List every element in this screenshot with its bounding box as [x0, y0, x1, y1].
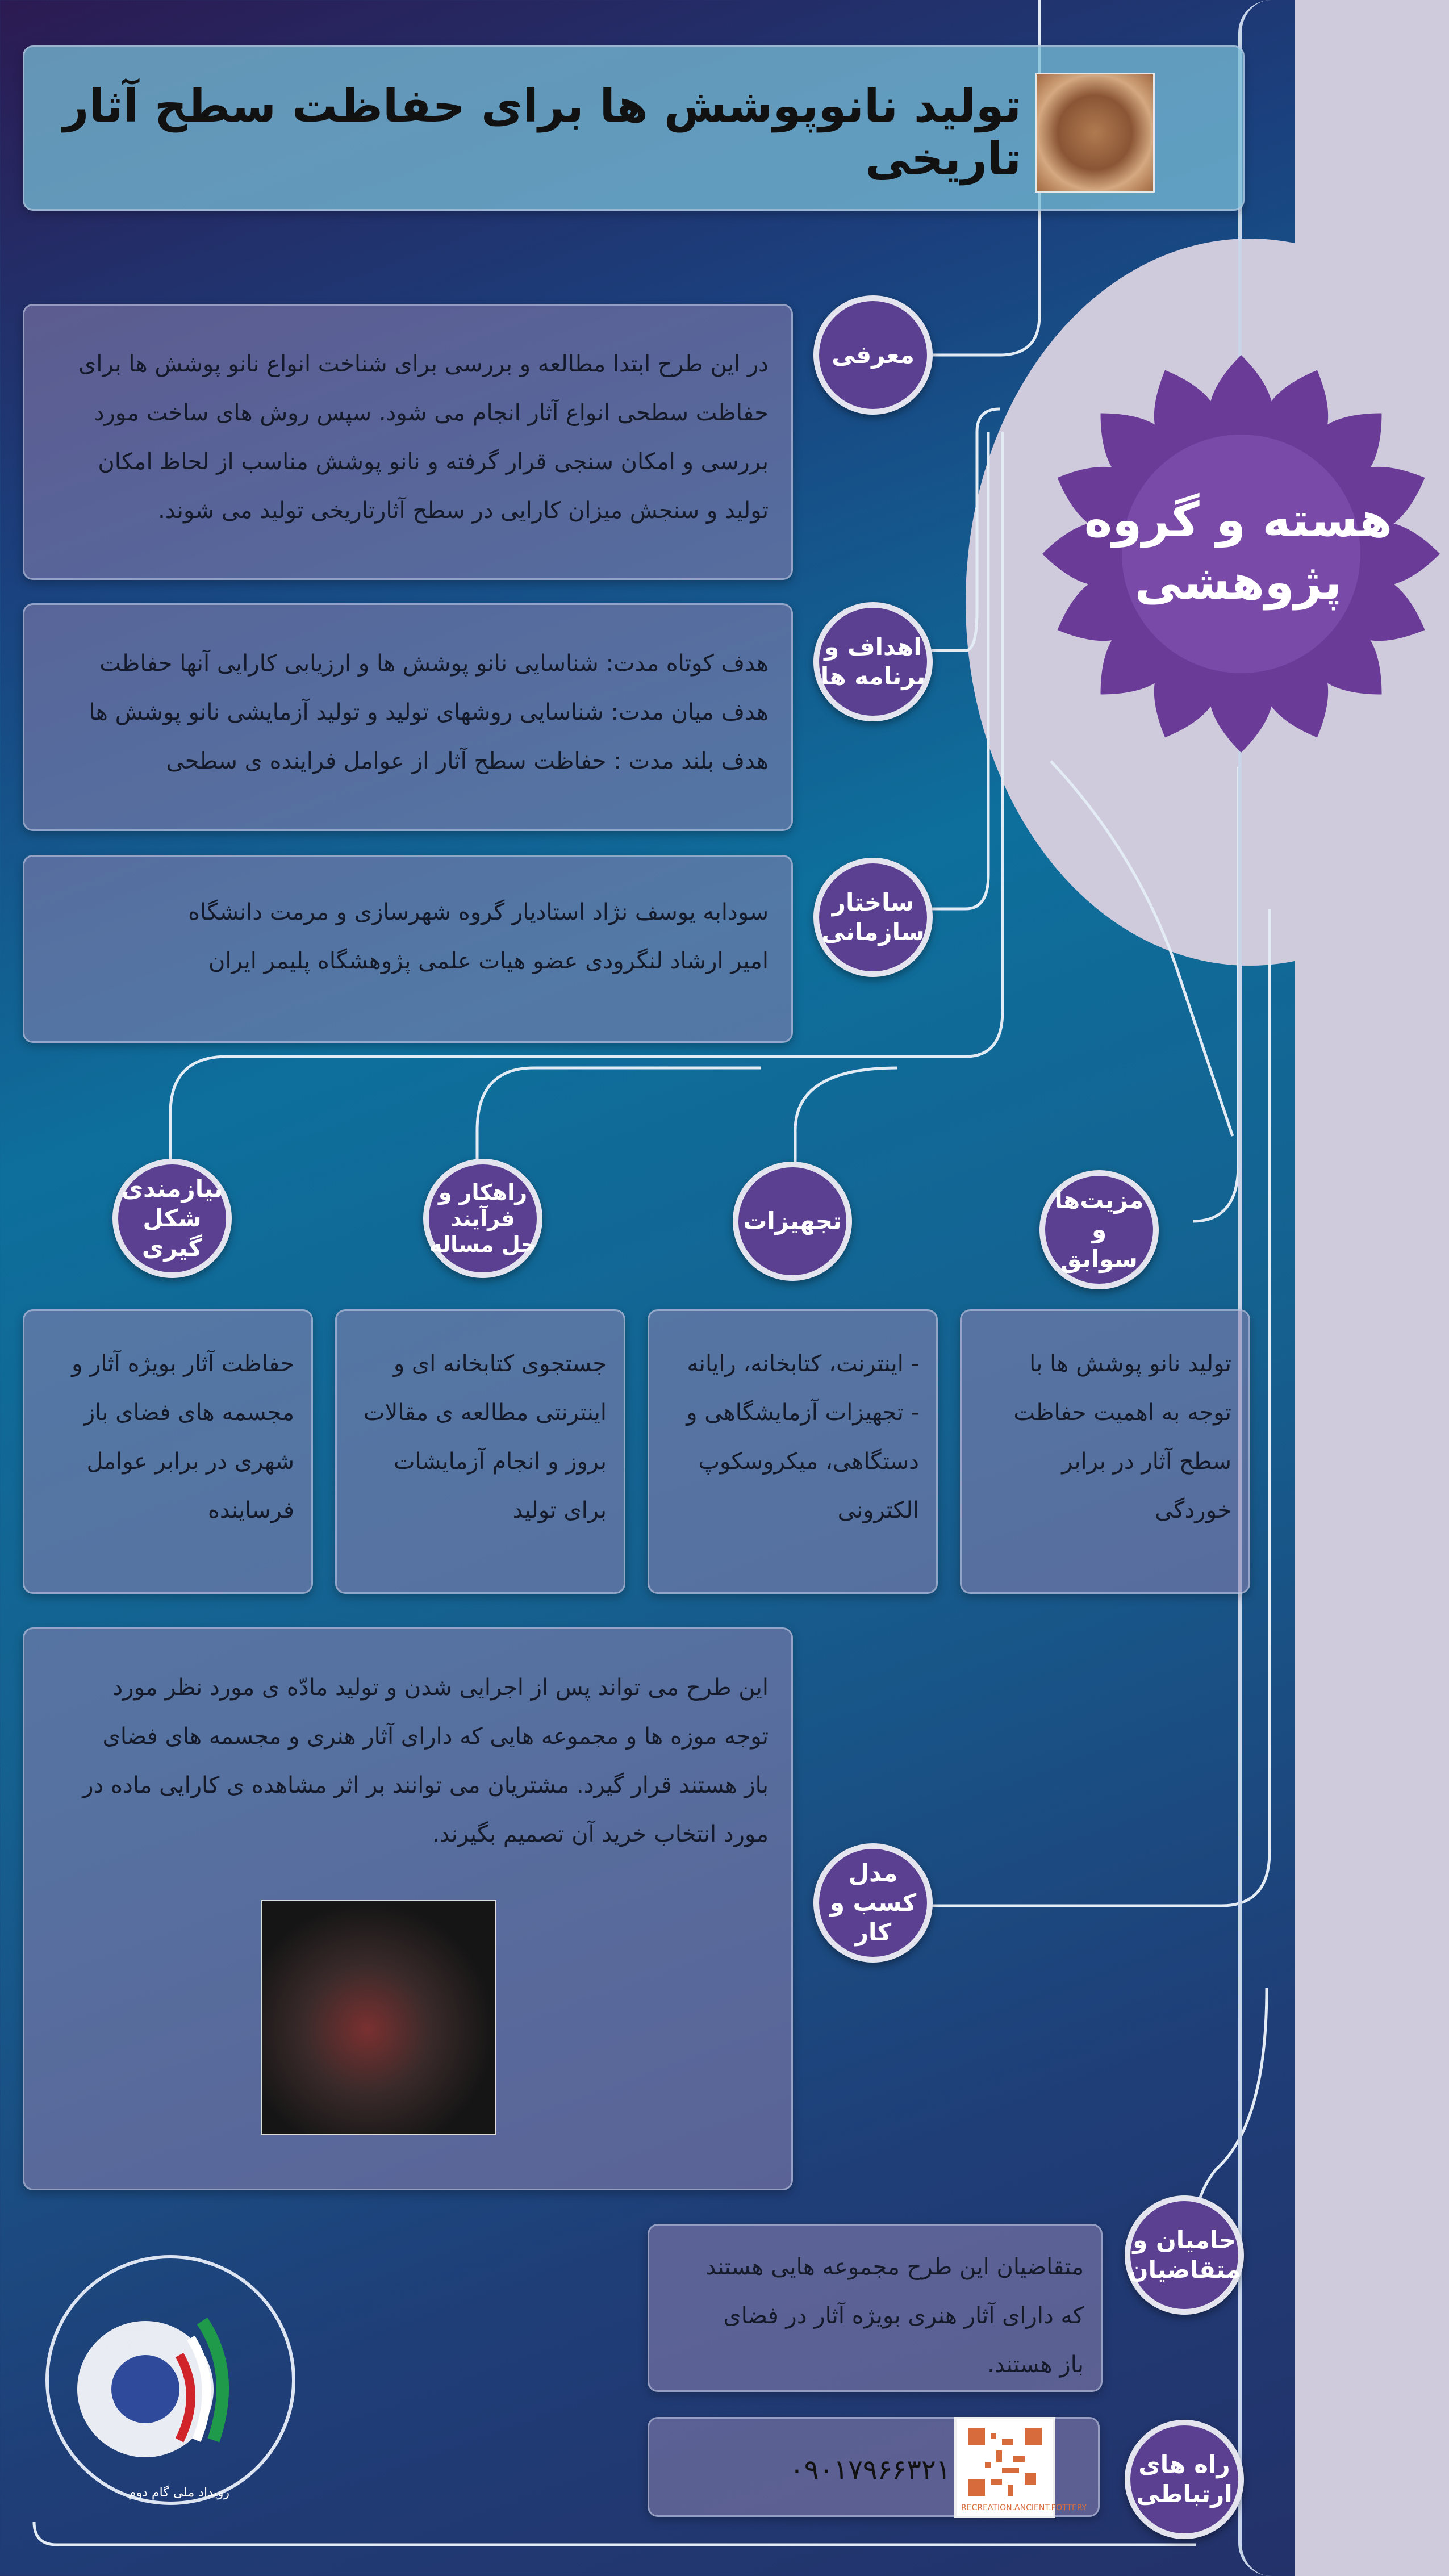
sponsors-line: باز هستند. — [987, 2352, 1084, 2378]
needs-panel — [23, 1309, 313, 1594]
advantages-line: توجه به اهمیت حفاظت — [1013, 1400, 1231, 1426]
equipment-line: الکترونی — [837, 1497, 919, 1523]
goal-line: هدف بلند مدت : حفاظت سطح آثار از عوامل فراینده ی سطحی — [166, 748, 769, 774]
advantages-panel — [960, 1309, 1250, 1594]
qr-caption: RECREATION.ANCIENT.POTTERY — [961, 2503, 1087, 2512]
advantages-line: تولید نانو پوشش ها با — [1029, 1351, 1231, 1377]
qr-code[interactable] — [954, 2417, 1087, 2518]
advantages-line: سطح آثار در برابر — [1062, 1448, 1231, 1475]
business-badge: مدل کسب و کار — [813, 1843, 933, 1963]
core-group-line1: هسته و گروه — [1084, 492, 1393, 548]
business-line: این طرح می تواند پس از اجرایی شدن و تولید مادّه ی مورد نظر مورد — [112, 1675, 769, 1701]
goal-line: هدف کوتاه مدت: شناسایی نانو پوشش ها و ارزیابی کارایی آنها حفاظت — [99, 650, 769, 677]
event-logo — [45, 2255, 295, 2505]
header-artifact-thumbnail — [1035, 73, 1155, 193]
event-logo-caption: رویداد ملی گام دوم — [128, 2486, 230, 2500]
intro-line: در این طرح ابتدا مطالعه و بررسی برای شناخت انواع نانو پوشش ها برای — [78, 351, 769, 377]
business-line: باز هستند قرار گیرد. مشتریان می توانند بر اثر مشاهده ی کارایی ماده در — [82, 1772, 769, 1798]
solution-line: اینترنتی مطالعه ی مقالات — [363, 1400, 607, 1426]
needs-line: حفاظت آثار بویژه آثار و — [72, 1351, 294, 1377]
goals-panel — [23, 603, 793, 831]
intro-badge: معرفی — [813, 295, 933, 415]
equipment-line: - اینترنت، کتابخانه، رایانه — [687, 1351, 919, 1377]
equipment-line: - تجهیزات آزمایشگاهی و — [686, 1400, 919, 1426]
needs-line: فرساینده — [207, 1497, 294, 1523]
advantages-badge: مزیت‌ها و سوابق — [1039, 1170, 1159, 1289]
qr-pattern-icon — [968, 2428, 1042, 2496]
solution-panel — [335, 1309, 625, 1594]
needs-line: مجسمه های فضای باز — [83, 1400, 294, 1426]
equipment-panel — [648, 1309, 938, 1594]
solution-line: برای تولید — [512, 1497, 607, 1523]
sponsors-line: متقاضیان این طرح مجموعه هایی هستند — [705, 2254, 1084, 2280]
core-group-line2: پژوهشی — [1134, 554, 1342, 610]
needs-badge: نیازمندی شکل گیری — [112, 1159, 232, 1278]
core-group-title — [1068, 489, 1409, 613]
solution-line: بروز و انجام آزمایشات — [393, 1448, 607, 1475]
advantages-line: خوردگی — [1155, 1497, 1231, 1523]
sponsors-line: که دارای آثار هنری بویژه آثار در فضای — [723, 2303, 1084, 2329]
page-title: تولید نانوپوشش ها برای حفاظت سطح آثار تاریخی — [62, 80, 1021, 185]
business-line: توجه موزه ها و مجموعه هایی که دارای آثار هنری و مجسمه های فضای — [102, 1723, 769, 1750]
needs-line: شهری در برابر عوامل — [86, 1448, 294, 1475]
member-line: امیر ارشاد لنگرودی عضو هیات علمی پژوهشگاه پلیمر ایران — [208, 948, 769, 974]
sponsors-badge: حامیان و متقاضیان — [1125, 2195, 1244, 2315]
intro-line: حفاظت سطحی انواع آثار انجام می شود. سپس روش های ساخت مورد — [94, 400, 769, 426]
phone-number[interactable]: ۰۹۰۱۷۹۶۶۳۲۱ — [790, 2454, 951, 2486]
event-emblem-icon — [49, 2258, 293, 2503]
intro-line: تولید و سنجش میزان کارایی در سطح آثارتاریخی تولید می شوند. — [158, 498, 769, 524]
intro-panel — [23, 304, 793, 580]
goals-badge: اهداف و برنامه ها — [813, 602, 933, 721]
equipment-line: دستگاهی، میکروسکوپ — [698, 1448, 919, 1475]
solution-line: جستجوی کتابخانه ای و — [393, 1351, 607, 1377]
solution-badge: راهکار و فرآیند حل مساله — [423, 1159, 542, 1278]
goal-line: هدف میان مدت: شناسایی روشهای تولید و تولید آزمایشی نانو پوشش ها — [89, 699, 769, 725]
structure-badge: ساختار سازمانی — [813, 858, 933, 977]
structure-panel — [23, 855, 793, 1043]
bronze-artifact-photo — [261, 1900, 496, 2135]
sponsors-panel — [648, 2224, 1103, 2392]
member-line: سودابه یوسف نژاد استادیار گروه شهرسازی و مرمت دانشگاه — [188, 899, 769, 925]
intro-line: بررسی و امکان سنجی قرار گرفته و نانو پوشش مناسب از لحاظ امکان — [98, 449, 769, 475]
header-panel — [23, 45, 1245, 211]
equipment-badge: تجهیزات — [733, 1162, 852, 1281]
business-line: مورد انتخاب خرید آن تصمیم بگیرند. — [432, 1821, 769, 1847]
contact-badge: راه های ارتباطی — [1125, 2420, 1244, 2539]
